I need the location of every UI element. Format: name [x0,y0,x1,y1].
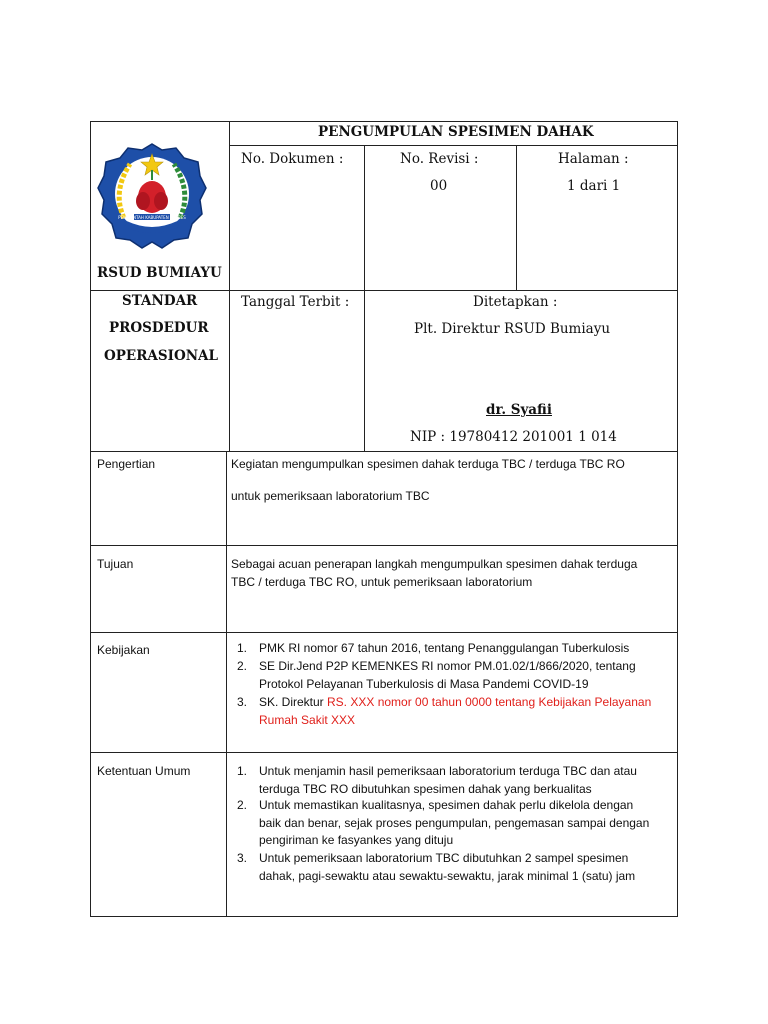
list-number: 2. [237,798,248,812]
list-text: Untuk menjamin hasil pemeriksaan laboratorium terduga TBC dan atau [259,764,637,778]
list-text: Untuk pemeriksaan laboratorium TBC dibutuhkan 2 sampel spesimen [259,851,629,865]
list-number: 1. [237,764,248,778]
placeholder-text: RS. XXX nomor 00 tahun 0000 tentang Kebijakan Pelayanan [327,695,652,709]
tujuan-label: Tujuan [97,557,134,571]
nip: NIP : 19780412 201001 1 014 [410,429,617,445]
list-text: terduga TBC RO dibutuhkan spesimen dahak yang berkualitas [259,781,592,796]
halaman-label: Halaman : [558,151,629,167]
no-revisi-value: 00 [430,178,448,194]
sop-line3: OPERASIONAL [104,348,219,364]
list-text: pengiriman ke fasyankes yang dituju [259,833,454,847]
hospital-name: RSUD BUMIAYU [97,265,222,281]
tujuan-line2: TBC / terduga TBC RO, untuk pemeriksaan laboratorium [231,575,533,589]
document-title: PENGUMPULAN SPESIMEN DAHAK [318,124,594,140]
sop-line1: STANDAR [122,293,198,309]
list-text: baik dan benar, sejak proses pengumpulan, pengemasan sampai dengan [259,815,650,830]
list-number: 1. [237,641,248,655]
ketentuan-umum-label: Ketentuan Umum [97,764,191,778]
placeholder-text: Rumah Sakit XXX [259,712,356,727]
tanggal-terbit-label: Tanggal Terbit : [241,294,350,310]
hospital-logo [96,140,208,250]
jabatan: Plt. Direktur RSUD Bumiayu [414,321,611,337]
list-text [259,694,651,712]
list-text-prefix: SK. Direktur [259,695,328,709]
signatory: dr. Syafii [486,402,552,418]
kebijakan-label: Kebijakan [97,643,150,657]
list-text: Untuk memastikan kualitasnya, spesimen dahak perlu dikelola dengan [259,798,634,812]
no-dokumen-label: No. Dokumen : [241,151,344,167]
logo-lettering: PEMERINTAH KABUPATEN BREBES [118,215,186,220]
no-revisi-label: No. Revisi : [400,151,479,167]
tujuan-line1: Sebagai acuan penerapan langkah mengumpulkan spesimen dahak terduga [231,557,638,571]
sop-line2: PROSDEDUR [109,320,209,336]
pengertian-label: Pengertian [97,457,156,471]
pengertian-line2: untuk pemeriksaan laboratorium TBC [231,489,430,503]
list-number: 3. [237,851,248,865]
list-text: dahak, pagi-sewaktu atau sewaktu-sewaktu, jarak minimal 1 (satu) jam [259,868,636,883]
list-text: Protokol Pelayanan Tuberkulosis di Masa Pandemi COVID-19 [259,676,589,691]
list-text: SE Dir.Jend P2P KEMENKES RI nomor PM.01.02/1/866/2020, tentang [259,659,636,673]
list-number: 2. [237,659,248,673]
ditetapkan-label: Ditetapkan : [473,294,558,310]
list-number: 3. [237,695,248,709]
halaman-value: 1 dari 1 [567,178,621,194]
pengertian-line1: Kegiatan mengumpulkan spesimen dahak terduga TBC / terduga TBC RO [231,457,625,471]
list-text: PMK RI nomor 67 tahun 2016, tentang Penanggulangan Tuberkulosis [259,641,630,655]
